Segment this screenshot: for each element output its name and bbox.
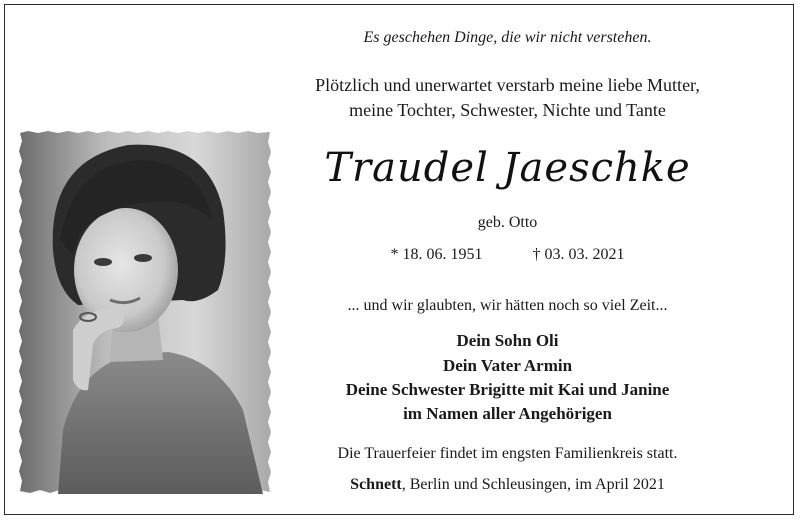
birth-date: 18. 06. 1951: [402, 246, 483, 263]
life-dates: [285, 246, 730, 264]
intro-text-line1: Plötzlich und unerwartet verstarb meine liebe Mutter,: [315, 75, 700, 95]
maiden-name: geb. Otto: [477, 214, 538, 231]
death-date: 03. 03. 2021: [544, 246, 625, 263]
quote-text: ... und wir glaubten, wir hätten noch so viel Zeit...: [347, 297, 668, 314]
mourner-line: Deine Schwester Brigitte mit Kai und Janine: [345, 380, 670, 399]
motto-text: Es geschehen Dinge, die wir nicht verstehen.: [363, 29, 652, 46]
place-bold: Schnett: [350, 476, 402, 493]
intro-text-line2: meine Tochter, Schwester, Nichte und Tante: [349, 100, 666, 120]
mourner-line: Dein Sohn Oli: [456, 331, 559, 350]
funeral-note: Die Trauerfeier findet im engsten Familienkreis statt.: [337, 445, 678, 462]
death-symbol: †: [532, 246, 541, 263]
birth-symbol: *: [390, 246, 399, 263]
portrait-photo: [18, 130, 272, 494]
mourner-line: im Namen aller Angehörigen: [403, 404, 612, 423]
deceased-name: Traudel Jaeschke: [324, 145, 691, 191]
mourner-line: Dein Vater Armin: [442, 356, 573, 375]
place-rest: , Berlin und Schleusingen, im April 2021: [401, 476, 665, 493]
place-and-date: [285, 476, 730, 494]
